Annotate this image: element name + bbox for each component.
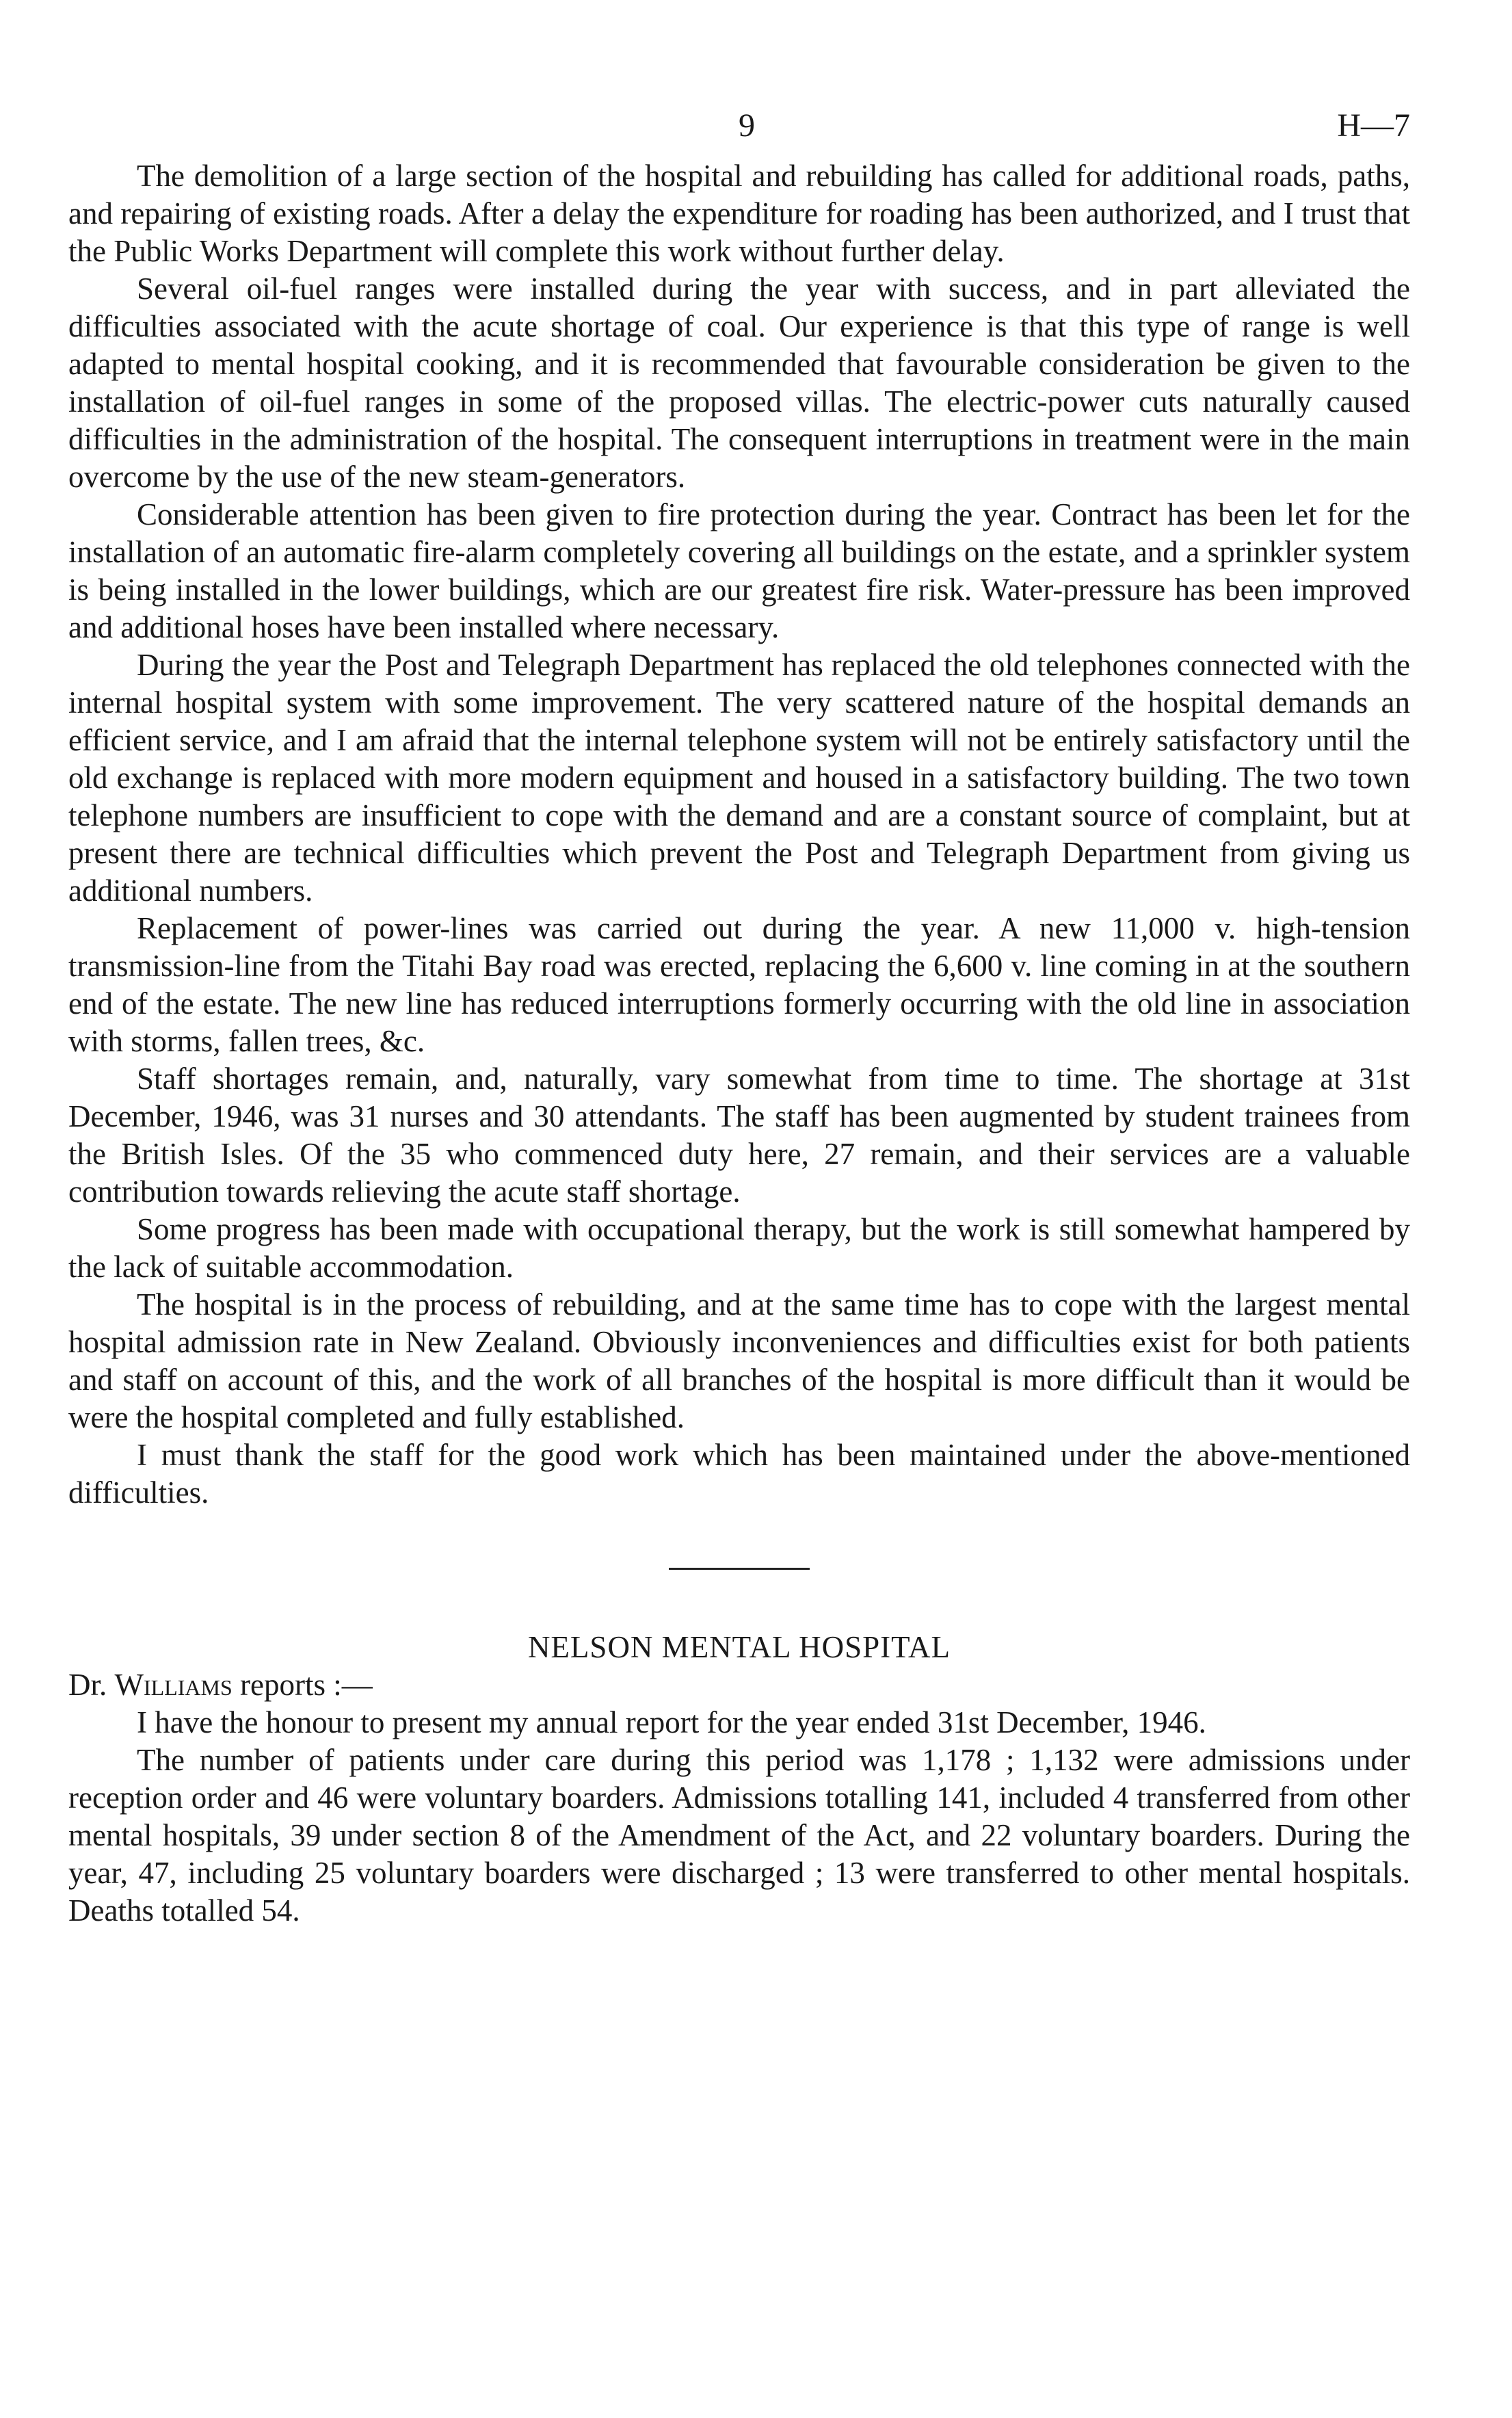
reporter-name: Williams — [114, 1668, 233, 1702]
page-header — [68, 109, 1410, 157]
reporter-line — [68, 1666, 1410, 1704]
page-number: 9 — [739, 107, 755, 144]
paragraph-power-lines: Replacement of power-lines was carried out during the year. A new 11,000 v. high-tension transmission-line from the Titahi Bay road was erected, replacing the 6,600 v. line coming in at the southern end of the estate. The new line has reduced interruptions formerly occurring with the old line in association with storms, fallen trees, &c. — [68, 911, 1410, 1058]
paragraph-rebuilding: The hospital is in the process of rebuilding, and at the same time has to cope with the largest mental hospital admission rate in New Zealand. Obviously inconveniences and difficulties exist for both patients and staff on account of this, and the work of all branches of the hospital is more difficult than it would be were the hospital completed and fully established. — [68, 1287, 1410, 1434]
section-divider — [669, 1568, 810, 1570]
document-code: H—7 — [1337, 107, 1410, 144]
paragraph-annual-report-intro: I have the honour to present my annual report for the year ended 31st December, 1946. — [137, 1705, 1206, 1739]
paragraph-thanks: I must thank the staff for the good work which has been maintained under the above-mentioned difficulties. — [68, 1438, 1410, 1510]
paragraph-patient-statistics: The number of patients under care during this period was 1,178 ; 1,132 were admissions under reception order and 46 were voluntary boarders. Admissions totalling 141, included 4 transferred from other mental hospitals, 39 under section 8 of the Amendment of the Act, and 22 voluntary boarders. During the year, 47, including 25 voluntary boarders were discharged ; 13 were transferred to other mental hospitals. Deaths totalled 54. — [68, 1743, 1410, 1928]
paragraph-occupational-therapy: Some progress has been made with occupational therapy, but the work is still somewhat hampered by the lack of suitable accommodation. — [68, 1212, 1410, 1284]
paragraph-roads: The demolition of a large section of the hospital and rebuilding has called for additional roads, paths, and repairing of existing roads. After a delay the expenditure for roading has been authorized, and I trust that the Public Works Department will complete this work without further delay. — [68, 159, 1410, 268]
reporter-suffix: reports :— — [240, 1668, 373, 1702]
paragraph-telephones: During the year the Post and Telegraph Department has replaced the old telephones connected with the internal hospital system with some improvement. The very scattered nature of the hospital demands an efficient service, and I am afraid that the internal telephone system will not be entirely satisfactory until the old exchange is replaced with more modern equipment and housed in a satisfactory building. The two town telephone numbers are insufficient to cope with the demand and are a constant source of complaint, but at present there are technical difficulties which prevent the Post and Telegraph Department from giving us additional numbers. — [68, 648, 1410, 908]
paragraph-fire-protection: Considerable attention has been given to fire protection during the year. Contract has been let for the installation of an automatic fire-alarm completely covering all buildings on the estate, and a sprinkler system is being installed in the lower buildings, which are our greatest fire risk. Water-pressure has been improved and additional hoses have been installed where necessary. — [68, 497, 1410, 644]
report-body — [68, 157, 1410, 1930]
paragraph-oil-fuel-ranges: Several oil-fuel ranges were installed during the year with success, and in part alleviated the difficulties associated with the acute shortage of coal. Our experience is that this type of range is well adapted to mental hospital cooking, and it is recommended that favourable consideration be given to the installation of oil-fuel ranges in some of the proposed villas. The electric-power cuts naturally caused difficulties in the administration of the hospital. The consequent interruptions in treatment were in the main overcome by the use of the new steam-generators. — [68, 272, 1410, 494]
paragraph-staff-shortages: Staff shortages remain, and, naturally, vary somewhat from time to time. The shortage at 31st December, 1946, was 31 nurses and 30 attendants. The staff has been augmented by student trainees from the British Isles. Of the 35 who commenced duty here, 27 remain, and their services are a valuable contribution towards relieving the acute staff shortage. — [68, 1062, 1410, 1209]
reporter-title: Dr. — [68, 1668, 107, 1702]
document-page — [68, 109, 1410, 1930]
section-heading: NELSON MENTAL HOSPITAL — [527, 1630, 951, 1664]
